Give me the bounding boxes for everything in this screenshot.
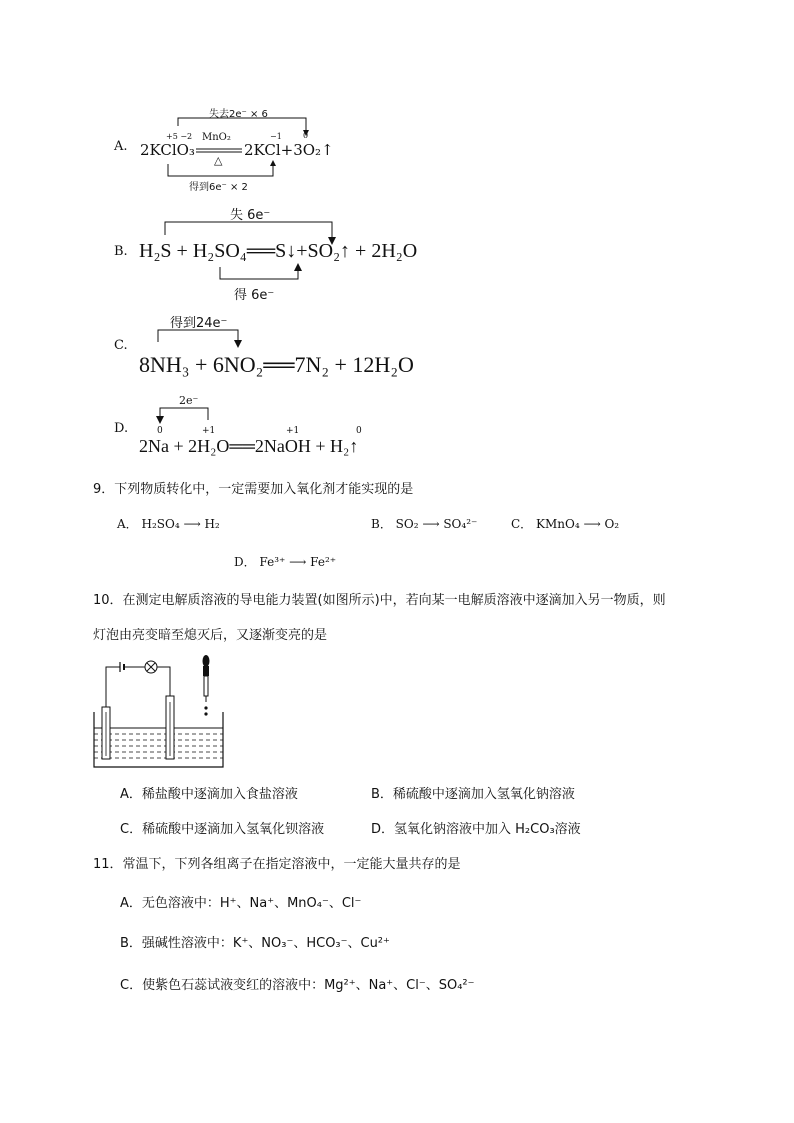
equals-sign — [196, 148, 242, 154]
question-stem: 11．常温下，下列各组离子在指定溶液中，一定能大量共存的是 — [93, 857, 461, 872]
equation: H₂S + H₂SO₄══S↓+SO₂↑ + 2H₂O — [139, 240, 418, 262]
circuit — [106, 661, 170, 707]
option-c[interactable]: C．使紫色石蕊试液变红的溶液中：Mg²⁺、Na⁺、Cl⁻、SO₄²⁻ — [120, 978, 475, 993]
option-b[interactable]: B．稀硫酸中逐滴加入氢氧化钠溶液 — [371, 787, 575, 802]
gain-electrons-label: 得 6e⁻ — [234, 288, 275, 303]
option-c[interactable]: C．稀硫酸中逐滴加入氢氧化钡溶液 — [120, 822, 325, 837]
conductivity-apparatus-diagram — [90, 652, 230, 770]
option-letter: C. — [114, 338, 128, 353]
equation-rhs: 2KCl+3O₂↑ — [244, 141, 334, 159]
electron-count-label: 2e⁻ — [179, 394, 199, 407]
electron-transfer-arrow — [150, 400, 230, 428]
option-b[interactable]: B．强碱性溶液中：K⁺、NO₃⁻、HCO₃⁻、Cu²⁺ — [120, 936, 390, 951]
option-letter: B. — [114, 244, 128, 259]
gain-electrons-label: 得到6e⁻ × 2 — [189, 182, 248, 193]
electron-transfer-arrow — [150, 322, 260, 352]
option-a[interactable]: A．稀盐酸中逐滴加入食盐溶液 — [120, 787, 298, 802]
heat-symbol: △ — [214, 154, 223, 167]
ox-state: −1 — [270, 132, 282, 141]
option-d[interactable]: D．氢氧化钠溶液中加入 H₂CO₃溶液 — [371, 822, 581, 837]
ox-state: +5 −2 — [166, 132, 193, 141]
ox-state: +1 — [202, 426, 216, 436]
ox-state: 0 — [303, 131, 309, 140]
option-b[interactable]: B． SO₂ ⟶ SO₄²⁻ — [371, 517, 478, 531]
catalyst-label: MnO₂ — [202, 132, 231, 143]
option-a[interactable]: A．无色溶液中：H⁺、Na⁺、MnO₄⁻、Cl⁻ — [120, 896, 362, 911]
option-letter: A. — [114, 139, 128, 154]
option-d[interactable]: D． Fe³⁺ ⟶ Fe²⁺ — [234, 555, 337, 569]
beaker — [94, 712, 223, 767]
lose-electrons-label: 失去2e⁻ × 6 — [209, 109, 268, 120]
equation: 8NH₃ + 6NO₂══7N₂ + 12H₂O — [139, 352, 414, 377]
question-stem-line-1: 10．在测定电解质溶液的导电能力装置(如图所示)中，若向某一电解质溶液中逐滴加入另一物质，则 — [93, 593, 666, 608]
equation: 2Na + 2H₂O══2NaOH + H₂↑ — [139, 436, 359, 456]
option-letter: D. — [114, 421, 129, 436]
question-stem: 9．下列物质转化中，一定需要加入氧化剂才能实现的是 — [93, 482, 414, 497]
option-c[interactable]: C． KMnO₄ ⟶ O₂ — [511, 517, 620, 531]
ox-state: 0 — [356, 426, 362, 436]
lose-electrons-label: 失 6e⁻ — [230, 208, 271, 223]
gain-electrons-label: 得到24e⁻ — [170, 316, 228, 331]
ox-state: +1 — [286, 426, 300, 436]
dropper — [203, 655, 210, 716]
question-stem-line-2: 灯泡由亮变暗至熄灭后，又逐渐变亮的是 — [93, 628, 328, 643]
ox-state: 0 — [157, 426, 163, 436]
option-a[interactable]: A． H₂SO₄ ⟶ H₂ — [117, 517, 220, 531]
equation-lhs: 2KClO₃ — [140, 141, 195, 159]
